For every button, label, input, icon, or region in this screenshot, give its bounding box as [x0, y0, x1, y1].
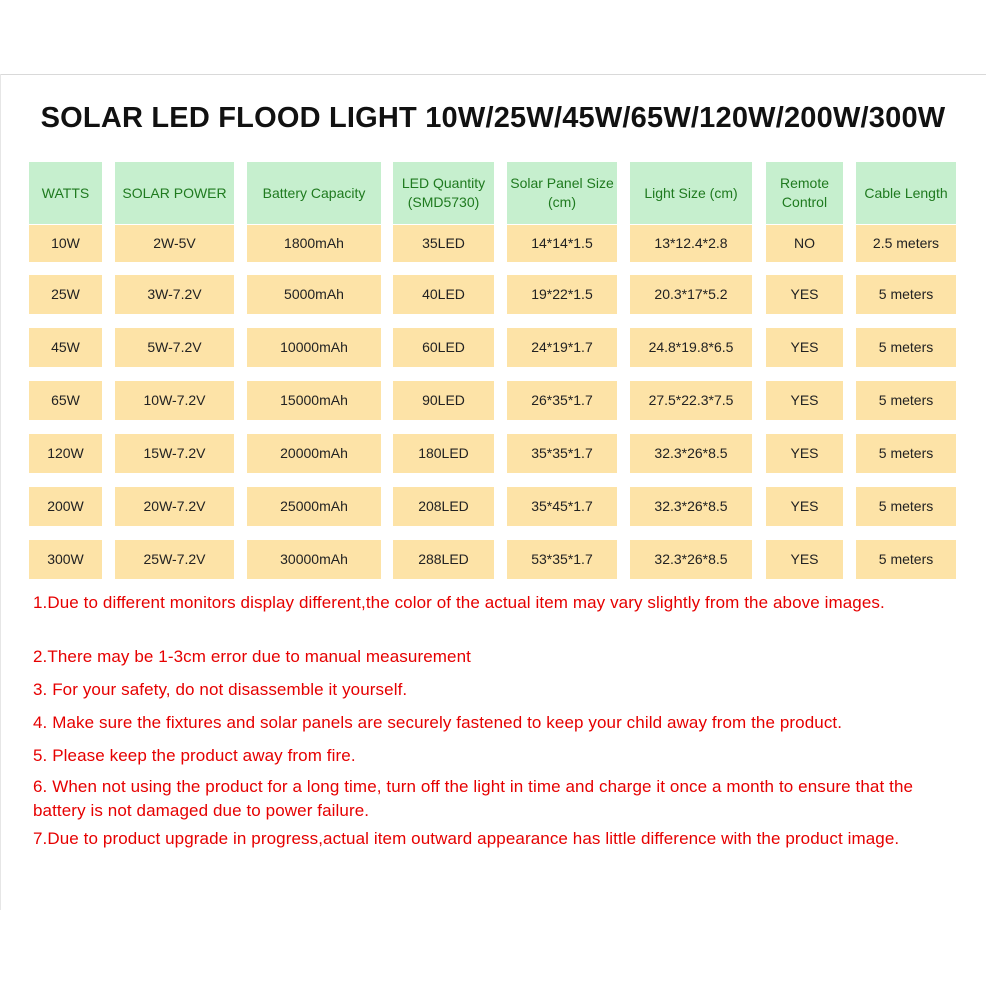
cell-battery-capacity: 10000mAh — [247, 328, 381, 367]
header-watts: WATTS — [29, 162, 102, 224]
cell-cable-length: 5 meters — [856, 381, 956, 420]
cell-battery-capacity: 20000mAh — [247, 434, 381, 473]
cell-battery-capacity: 25000mAh — [247, 487, 381, 526]
cell-watts: 45W — [29, 328, 102, 367]
cell-battery-capacity: 1800mAh — [247, 225, 381, 262]
left-border — [0, 74, 1, 910]
cell-solar-power: 25W-7.2V — [115, 540, 234, 579]
cell-battery-capacity: 30000mAh — [247, 540, 381, 579]
note-item: 7.Due to product upgrade in progress,actual item outward appearance has little difference with the product image. — [33, 829, 900, 848]
cell-remote-control: YES — [766, 540, 843, 579]
cell-cable-length: 2.5 meters — [856, 225, 956, 262]
cell-solar-panel-size: 24*19*1.7 — [507, 328, 617, 367]
cell-led-quantity: 288LED — [393, 540, 494, 579]
cell-solar-power: 10W-7.2V — [115, 381, 234, 420]
cell-cable-length: 5 meters — [856, 275, 956, 314]
cell-solar-panel-size: 53*35*1.7 — [507, 540, 617, 579]
cell-cable-length: 5 meters — [856, 434, 956, 473]
cell-light-size: 32.3*26*8.5 — [630, 487, 752, 526]
note-item: 1.Due to different monitors display different,the color of the actual item may vary slightly from the above images. — [33, 593, 885, 612]
header-solar-panel-size: Solar Panel Size (cm) — [507, 162, 617, 224]
cell-led-quantity: 180LED — [393, 434, 494, 473]
cell-cable-length: 5 meters — [856, 487, 956, 526]
cell-light-size: 27.5*22.3*7.5 — [630, 381, 752, 420]
cell-remote-control: NO — [766, 225, 843, 262]
cell-watts: 65W — [29, 381, 102, 420]
header-remote-control: Remote Control — [766, 162, 843, 224]
cell-led-quantity: 40LED — [393, 275, 494, 314]
cell-light-size: 32.3*26*8.5 — [630, 434, 752, 473]
cell-watts: 200W — [29, 487, 102, 526]
cell-watts: 25W — [29, 275, 102, 314]
cell-remote-control: YES — [766, 487, 843, 526]
header-led-quantity: LED Quantity (SMD5730) — [393, 162, 494, 224]
cell-solar-power: 2W-5V — [115, 225, 234, 262]
cell-light-size: 32.3*26*8.5 — [630, 540, 752, 579]
cell-solar-power: 20W-7.2V — [115, 487, 234, 526]
cell-light-size: 13*12.4*2.8 — [630, 225, 752, 262]
cell-led-quantity: 60LED — [393, 328, 494, 367]
cell-solar-power: 3W-7.2V — [115, 275, 234, 314]
top-divider — [0, 74, 986, 75]
cell-light-size: 20.3*17*5.2 — [630, 275, 752, 314]
note-item: 5. Please keep the product away from fire. — [33, 746, 356, 765]
note-item: 2.There may be 1-3cm error due to manual measurement — [33, 647, 471, 666]
cell-battery-capacity: 5000mAh — [247, 275, 381, 314]
cell-cable-length: 5 meters — [856, 540, 956, 579]
header-cable-length: Cable Length — [856, 162, 956, 224]
cell-cable-length: 5 meters — [856, 328, 956, 367]
page-title: SOLAR LED FLOOD LIGHT 10W/25W/45W/65W/120W/200W/300W — [40, 102, 946, 134]
note-item: 4. Make sure the fixtures and solar panels are securely fastened to keep your child away from the product. — [33, 713, 843, 732]
cell-solar-panel-size: 19*22*1.5 — [507, 275, 617, 314]
header-battery-capacity: Battery Capacity — [247, 162, 381, 224]
cell-remote-control: YES — [766, 381, 843, 420]
cell-solar-panel-size: 35*45*1.7 — [507, 487, 617, 526]
cell-led-quantity: 35LED — [393, 225, 494, 262]
cell-solar-panel-size: 35*35*1.7 — [507, 434, 617, 473]
cell-led-quantity: 90LED — [393, 381, 494, 420]
cell-battery-capacity: 15000mAh — [247, 381, 381, 420]
cell-solar-panel-size: 26*35*1.7 — [507, 381, 617, 420]
cell-remote-control: YES — [766, 328, 843, 367]
cell-watts: 120W — [29, 434, 102, 473]
cell-remote-control: YES — [766, 275, 843, 314]
cell-watts: 300W — [29, 540, 102, 579]
header-solar-power: SOLAR POWER — [115, 162, 234, 224]
header-light-size: Light Size (cm) — [630, 162, 752, 224]
note-item: 3. For your safety, do not disassemble it yourself. — [33, 680, 408, 699]
cell-watts: 10W — [29, 225, 102, 262]
cell-solar-power: 15W-7.2V — [115, 434, 234, 473]
cell-remote-control: YES — [766, 434, 843, 473]
cell-solar-panel-size: 14*14*1.5 — [507, 225, 617, 262]
cell-led-quantity: 208LED — [393, 487, 494, 526]
cell-solar-power: 5W-7.2V — [115, 328, 234, 367]
note-item: 6. When not using the product for a long time, turn off the light in time and charge it once a month to ensure that the battery is not damaged due to power failure. — [33, 777, 914, 820]
cell-light-size: 24.8*19.8*6.5 — [630, 328, 752, 367]
